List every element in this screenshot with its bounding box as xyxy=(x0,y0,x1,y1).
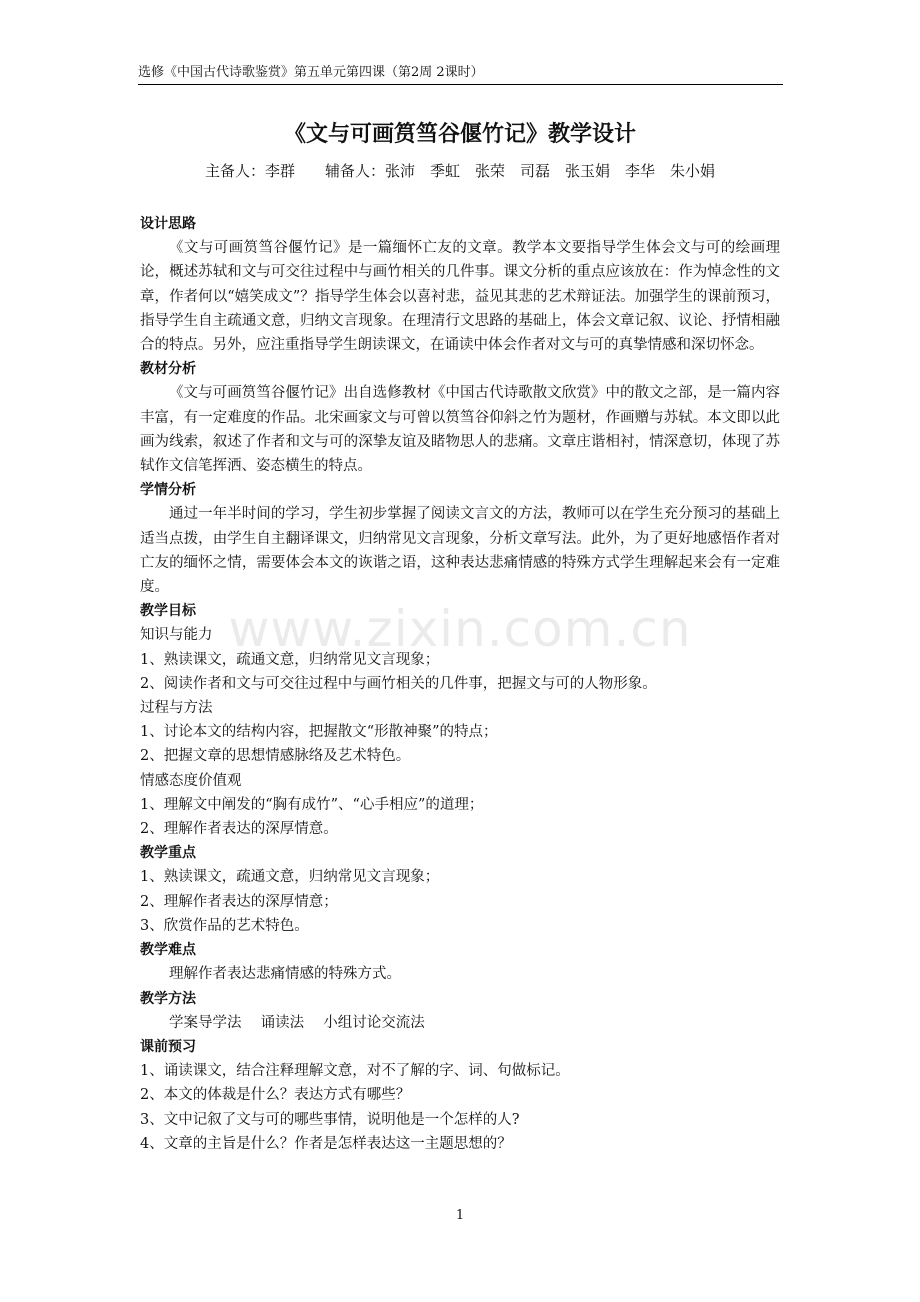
section-heading-material: 教材分析 xyxy=(140,361,196,378)
list-item: 3、欣赏作品的艺术特色。 xyxy=(140,917,309,934)
paragraph-method: 学案导学法 诵读法 小组讨论交流法 xyxy=(169,1014,425,1031)
list-item: 1、讨论本文的结构内容，把握散文“形散神聚”的特点； xyxy=(140,724,498,741)
page-number: 1 xyxy=(455,1208,465,1223)
section-heading-design: 设计思路 xyxy=(140,216,196,232)
list-item: 2、把握文章的思想情感脉络及艺术特色。 xyxy=(140,748,411,765)
paragraph-design: 《文与可画筼筜谷偃竹记》是一篇缅怀亡友的文章。教学本文要指导学生体会文与可的绘画理论，概述苏轼和文与可交往过程中与画竹相关的几件事。课文分析的重点应该放在：作为悼念性的文章，作者何以“嬉笑成文”？指导学生体会以喜衬悲，益见其悲的艺术辩证法。加强学生的课前预习，指导学生自主疏通文意，归纳文言现象。在理清行文思路的基础上，体会文章记叙、议论、抒情相融合的特点。另外，应注重指导学生朗读课文，在诵读中体会作者对文与可的真挚情感和深切怀念。 xyxy=(140,240,780,354)
page-title: 《文与可画筼筜谷偃竹记》教学设计 xyxy=(283,122,636,147)
list-item: 1、理解文中阐发的“胸有成竹”、“心手相应”的道理； xyxy=(140,796,484,813)
paragraph-students: 通过一年半时间的学习，学生初步掌握了阅读文言文的方法，教师可以在学生充分预习的基础上适当点拨，由学生自主翻译课文，归纳常见文言现象，分析文章写法。此外，为了更好地感悟作者对亡友的缅怀之情，需要体会本文的诙谐之语，这种表达悲痛情感的特殊方式学生理解起来会有一定难度。 xyxy=(140,506,780,596)
list-item: 2、理解作者表达的深厚情意。 xyxy=(140,821,338,838)
authors-line: 主备人：李群 辅备人：张沛 季虹 张荣 司磊 张玉娟 李华 朱小娟 xyxy=(204,162,715,180)
list-item: 2、本文的体裁是什么？表达方式有哪些？ xyxy=(140,1087,411,1104)
list-item: 1、熟读课文，疏通文意，归纳常见文言现象； xyxy=(140,869,440,886)
paragraph-material: 《文与可画筼筜谷偃竹记》出自选修教材《中国古代诗歌散文欣赏》中的散文之部，是一篇内容丰富，有一定难度的作品。北宋画家文与可曾以筼筜谷仰斜之竹为题材，作画赠与苏轼。本文即以此画为线索，叙述了作者和文与可的深挚友谊及睹物思人的悲痛。文章庄谐相衬，情深意切，体现了苏轼作文信笔挥洒、姿态横生的特点。 xyxy=(140,385,780,475)
section-heading-students: 学情分析 xyxy=(140,482,196,499)
section-heading-difficulty: 教学难点 xyxy=(140,942,196,959)
watermark: www.zixin.com.cn xyxy=(228,600,692,658)
goals-subheading-knowledge: 知识与能力 xyxy=(140,627,213,644)
section-heading-preview: 课前预习 xyxy=(140,1038,196,1055)
list-item: 3、文中记叙了文与可的哪些事情，说明他是一个怎样的人? xyxy=(140,1111,520,1128)
section-heading-key: 教学重点 xyxy=(140,845,196,862)
goals-subheading-process: 过程与方法 xyxy=(140,700,213,717)
list-item: 4、文章的主旨是什么？作者是怎样表达这一主题思想的？ xyxy=(140,1135,512,1152)
running-header: 选修《中国古代诗歌鉴赏》第五单元第四课（第2周 2课时） xyxy=(138,64,783,85)
paragraph-difficulty: 理解作者表达悲痛情感的特殊方式。 xyxy=(169,966,401,983)
section-heading-method: 教学方法 xyxy=(140,990,196,1007)
goals-subheading-emotion: 情感态度价值观 xyxy=(140,772,242,789)
section-heading-goals: 教学目标 xyxy=(140,603,196,620)
list-item: 2、阅读作者和文与可交往过程中与画竹相关的几件事，把握文与可的人物形象。 xyxy=(140,675,657,692)
list-item: 1、诵读课文，结合注释理解文意，对不了解的字、词、句做标记。 xyxy=(140,1063,570,1080)
document-body xyxy=(140,212,780,1156)
list-item: 2、理解作者表达的深厚情意； xyxy=(140,893,338,910)
list-item: 1、熟读课文，疏通文意，归纳常见文言现象； xyxy=(140,651,440,668)
